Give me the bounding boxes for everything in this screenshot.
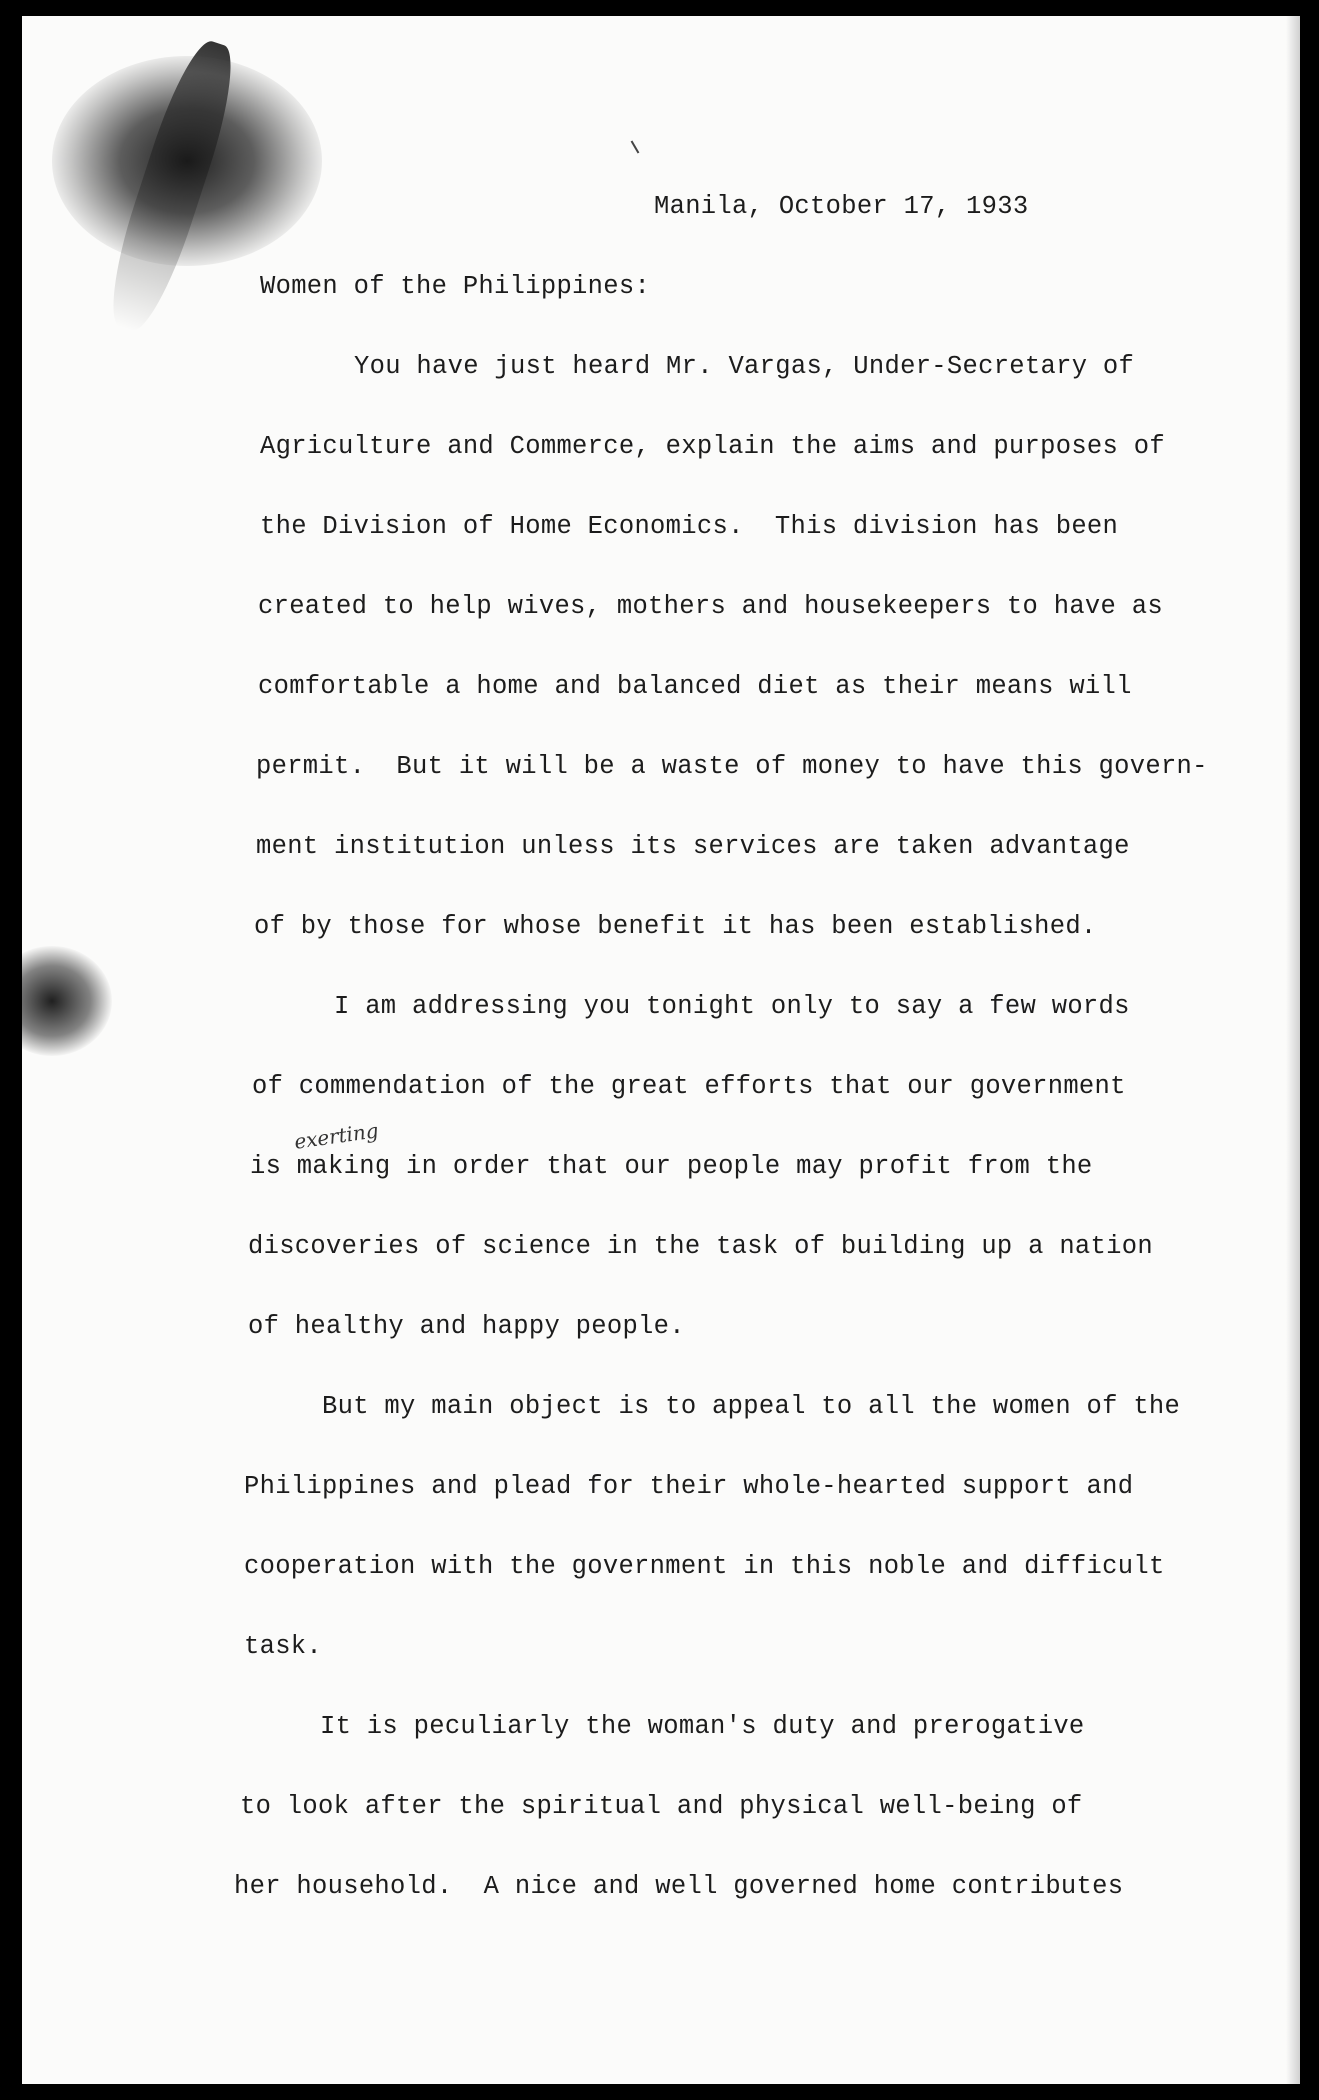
salutation: Women of the Philippines: — [260, 272, 651, 301]
text-line: It is peculiarly the woman's duty and prerogative — [320, 1712, 1085, 1741]
text-line: of healthy and happy people. — [248, 1312, 685, 1341]
text-line: her household. A nice and well governed home contributes — [234, 1872, 1124, 1901]
handwritten-correction: exerting — [292, 1118, 380, 1154]
text-line: of by those for whose benefit it has been established. — [254, 912, 1097, 941]
text-line: cooperation with the government in this noble and difficult — [244, 1552, 1165, 1581]
ink-smudge-top — [52, 56, 322, 266]
document-page — [22, 16, 1300, 2084]
text-line-with-correction: is making in order that our people may profit from the — [250, 1152, 1093, 1181]
text-line: Agriculture and Commerce, explain the aims and purposes of — [260, 432, 1165, 461]
text-line: the Division of Home Economics. This division has been — [260, 512, 1119, 541]
dateline: Manila, October 17, 1933 — [654, 192, 1029, 221]
text-line: of commendation of the great efforts that our government — [252, 1072, 1126, 1101]
ink-smudge-left — [22, 946, 112, 1056]
text-line: Philippines and plead for their whole-hearted support and — [244, 1472, 1134, 1501]
text-line: to look after the spiritual and physical well-being of — [240, 1792, 1083, 1821]
text-line: ment institution unless its services are taken advantage — [256, 832, 1130, 861]
text-line: created to help wives, mothers and housekeepers to have as — [258, 592, 1163, 621]
page-edge-shadow — [1286, 16, 1300, 2084]
text-line: I am addressing you tonight only to say a few words — [334, 992, 1130, 1021]
text-line: discoveries of science in the task of building up a nation — [248, 1232, 1153, 1261]
stray-mark — [631, 140, 640, 153]
text-line: comfortable a home and balanced diet as their means will — [258, 672, 1132, 701]
text-line: permit. But it will be a waste of money to have this govern- — [256, 752, 1208, 781]
text-line: You have just heard Mr. Vargas, Under-Secretary of — [354, 352, 1135, 381]
text-line: But my main object is to appeal to all the women of the — [322, 1392, 1181, 1421]
text-line: task. — [244, 1632, 323, 1661]
